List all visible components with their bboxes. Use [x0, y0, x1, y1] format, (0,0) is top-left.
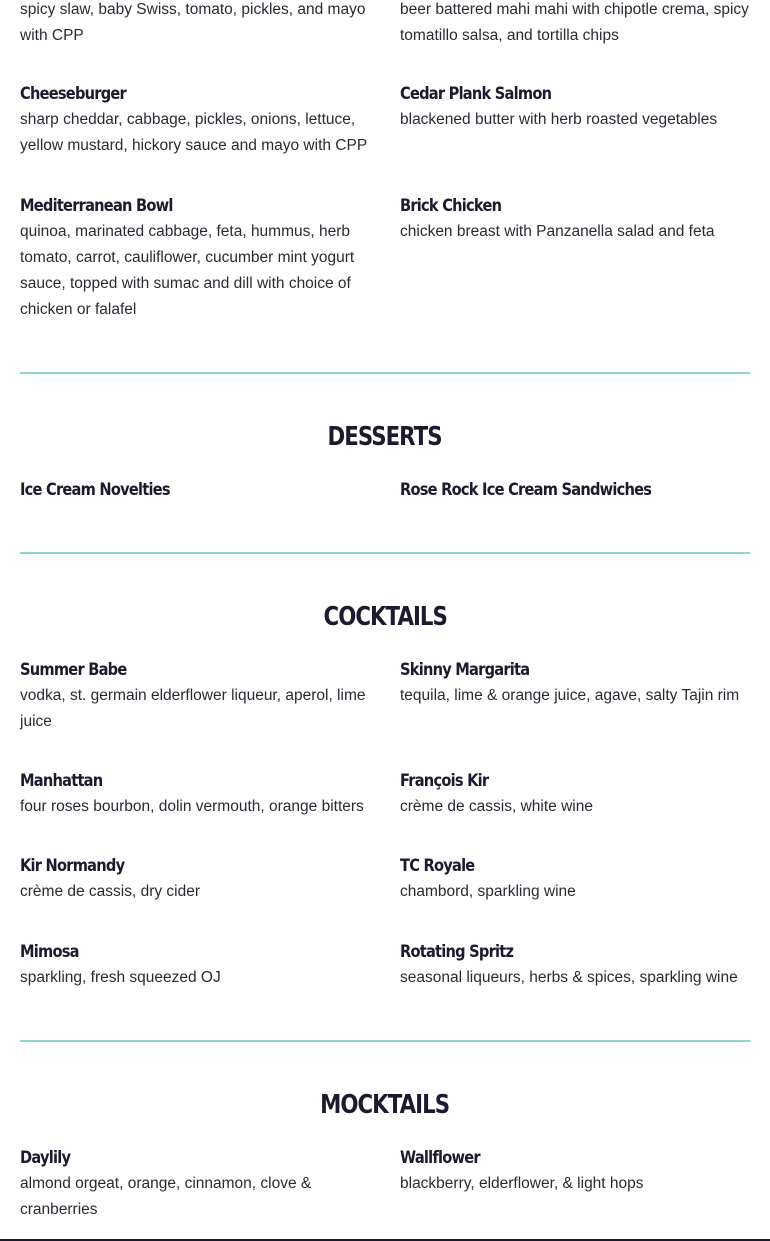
menu-item-rose-rock-sandwiches: [400, 477, 752, 503]
item-name: Cheeseburger: [20, 84, 126, 104]
menu-item-partial-left: [20, 0, 372, 49]
menu-item-brick-chicken: [400, 193, 752, 245]
menu-item-tc-royale: [400, 853, 752, 905]
item-description: sharp cheddar, cabbage, pickles, onions, lettuce, yellow mustard, hickory sauce and mayo with CPP: [20, 111, 368, 154]
menu-item-cedar-plank-salmon: [400, 81, 752, 133]
menu-item-skinny-margarita: [400, 657, 752, 709]
item-description: crème de cassis, dry cider: [20, 883, 201, 900]
item-name: Skinny Margarita: [400, 660, 530, 680]
menu-item-wallflower: [400, 1145, 752, 1197]
menu-item-rotating-spritz: [400, 939, 752, 991]
menu-item-daylily: [20, 1145, 372, 1223]
item-description: blackberry, elderflower, & light hops: [400, 1175, 644, 1192]
section-heading-mocktails: MOCKTAILS: [320, 1090, 450, 1120]
section-heading-desserts: DESSERTS: [327, 422, 443, 452]
section-heading-cocktails: COCKTAILS: [323, 602, 447, 632]
item-name: Mediterranean Bowl: [20, 196, 173, 216]
item-description: tequila, lime & orange juice, agave, salty Tajin rim: [400, 687, 740, 704]
menu-item-mediterranean-bowl: [20, 193, 372, 323]
item-name: Brick Chicken: [400, 196, 502, 216]
item-description: spicy slaw, baby Swiss, tomato, pickles, and mayo with CPP: [20, 1, 366, 44]
item-name: TC Royale: [400, 856, 475, 876]
menu-item-summer-babe: [20, 657, 372, 735]
item-name: Kir Normandy: [20, 856, 125, 876]
item-name: Wallflower: [400, 1148, 480, 1168]
item-name: Ice Cream Novelties: [20, 480, 170, 500]
item-description: chambord, sparkling wine: [400, 883, 576, 900]
item-description: chicken breast with Panzanella salad and feta: [400, 223, 715, 240]
item-name: Rotating Spritz: [400, 942, 514, 962]
item-description: blackened butter with herb roasted vegetables: [400, 111, 718, 128]
section-divider: [20, 552, 750, 554]
item-description: crème de cassis, white wine: [400, 798, 593, 815]
item-description: almond orgeat, orange, cinnamon, clove & cranberries: [20, 1175, 312, 1218]
item-description: quinoa, marinated cabbage, feta, hummus, herb tomato, carrot, cauliflower, cucumber mint yogurt sauce, topped with sumac and dill with choice of chicken or falafel: [20, 223, 355, 318]
menu-item-francois-kir: [400, 768, 752, 820]
menu-item-mimosa: [20, 939, 372, 991]
menu-item-manhattan: [20, 768, 372, 820]
item-description: sparkling, fresh squeezed OJ: [20, 969, 221, 986]
section-divider: [20, 372, 750, 374]
item-name: Cedar Plank Salmon: [400, 84, 552, 104]
menu-item-cheeseburger: [20, 81, 372, 159]
item-description: seasonal liqueurs, herbs & spices, sparkling wine: [400, 969, 738, 986]
item-name: François Kir: [400, 771, 489, 791]
menu-item-partial-right: [400, 0, 752, 49]
item-description: beer battered mahi mahi with chipotle crema, spicy tomatillo salsa, and tortilla chips: [400, 1, 749, 44]
item-name: Manhattan: [20, 771, 103, 791]
section-divider: [20, 1040, 750, 1042]
item-name: Rose Rock Ice Cream Sandwiches: [400, 480, 652, 500]
item-name: Daylily: [20, 1148, 71, 1168]
menu-item-kir-normandy: [20, 853, 372, 905]
menu-item-ice-cream-novelties: [20, 477, 372, 503]
item-description: vodka, st. germain elderflower liqueur, aperol, lime juice: [20, 687, 366, 730]
item-name: Summer Babe: [20, 660, 127, 680]
item-description: four roses bourbon, dolin vermouth, orange bitters: [20, 798, 364, 815]
item-name: Mimosa: [20, 942, 79, 962]
